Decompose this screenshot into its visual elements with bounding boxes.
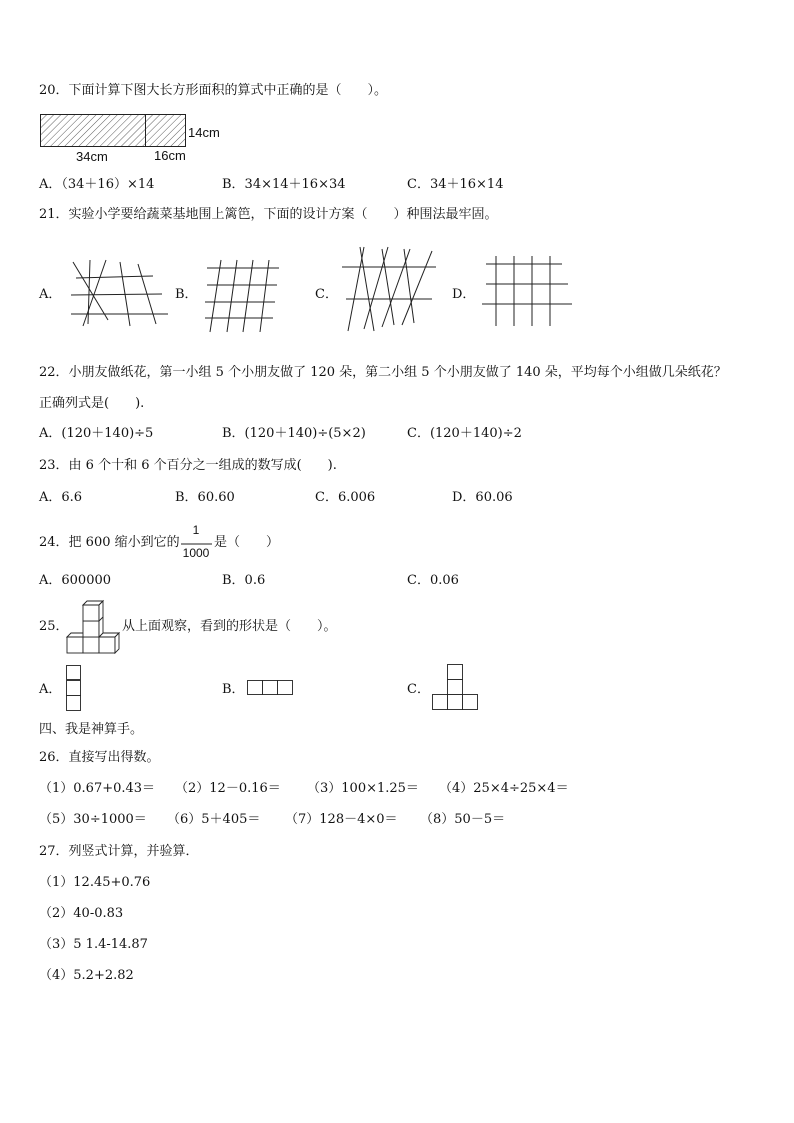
q20-left-width-label: 34cm xyxy=(76,149,108,164)
q24-option-a[interactable]: A．600000 xyxy=(39,573,112,588)
q25-option-b[interactable]: B． xyxy=(222,682,245,697)
q24-fraction-bar xyxy=(181,543,213,545)
q23-option-d[interactable]: D．60.06 xyxy=(452,490,513,505)
q20-rectangle-figure xyxy=(40,114,190,148)
q21-option-b[interactable]: B． xyxy=(175,287,198,302)
q24-fraction-numerator: 1 xyxy=(192,523,200,537)
q21-option-c[interactable]: C． xyxy=(315,287,338,302)
q21-fence-d-figure xyxy=(482,254,574,330)
q26-item-1: （1）0.67+0.43＝ xyxy=(39,781,156,796)
q27-item-4: （4）5.2+2.82 xyxy=(39,968,134,983)
q20-option-c[interactable]: C．34＋16×14 xyxy=(407,177,504,192)
q25-text: 从上面观察，看到的形状是（ ）。 xyxy=(122,619,337,634)
q23-option-b[interactable]: B．60.60 xyxy=(175,490,235,505)
q25-option-b-shape xyxy=(247,680,295,696)
q21-fence-c-figure xyxy=(342,245,437,335)
q26-text: 26．直接写出得数。 xyxy=(39,750,160,765)
q25-number: 25． xyxy=(39,619,69,634)
q27-item-2: （2）40-0.83 xyxy=(39,906,124,921)
q20-right-width-label: 16cm xyxy=(154,148,186,163)
q20-text: 20．下面计算下图大长方形面积的算式中正确的是（ ）。 xyxy=(39,83,388,98)
q22-option-b[interactable]: B．(120＋140)÷(5×2) xyxy=(222,426,366,441)
q27-item-1: （1）12.45+0.76 xyxy=(39,875,151,890)
q26-item-2: （2）12－0.16＝ xyxy=(175,781,281,796)
q23-text: 23．由 6 个十和 6 个百分之一组成的数写成( ). xyxy=(39,458,337,473)
q20-option-a[interactable]: A．（34＋16）×14 xyxy=(39,177,155,192)
q25-option-c[interactable]: C． xyxy=(407,682,430,697)
q24-option-c[interactable]: C．0.06 xyxy=(407,573,459,588)
q25-option-a-shape xyxy=(66,665,82,713)
q21-option-d[interactable]: D． xyxy=(452,287,476,302)
q26-item-5: （5）30÷1000＝ xyxy=(39,812,147,827)
q26-item-6: （6）5＋405＝ xyxy=(167,812,261,827)
q26-item-8: （8）50－5＝ xyxy=(420,812,506,827)
q24-text-before: 24．把 600 缩小到它的 xyxy=(39,535,180,550)
q25-cube-stack-figure xyxy=(66,602,124,654)
q20-height-label: 14cm xyxy=(188,125,220,140)
q23-option-a[interactable]: A．6.6 xyxy=(39,490,83,505)
q27-item-3: （3）5 1.4-14.87 xyxy=(39,937,148,952)
q25-option-a[interactable]: A． xyxy=(39,682,62,697)
section-4-title: 四、我是神算手。 xyxy=(39,722,144,737)
q22-option-c[interactable]: C．(120＋140)÷2 xyxy=(407,426,522,441)
q27-text: 27．列竖式计算，并验算． xyxy=(39,844,199,859)
q21-fence-b-figure xyxy=(205,258,285,334)
q24-text-after: 是（ ） xyxy=(214,535,280,550)
q26-item-3: （3）100×1.25＝ xyxy=(307,781,419,796)
q21-text: 21．实验小学要给蔬菜基地围上篱笆，下面的设计方案（ ）种围法最牢固。 xyxy=(39,207,498,222)
q26-item-7: （7）128－4×0＝ xyxy=(285,812,398,827)
q21-fence-a-figure xyxy=(68,258,173,330)
q24-fraction-denominator: 1000 xyxy=(182,546,210,560)
q23-option-c[interactable]: C．6.006 xyxy=(315,490,376,505)
q26-item-4: （4）25×4÷25×4＝ xyxy=(439,781,569,796)
q24-option-b[interactable]: B．0.6 xyxy=(222,573,266,588)
q22-text: 22．小朋友做纸花，第一小组 5 个小朋友做了 120 朵，第二小组 5 个小朋友做了 140 朵，平均每个小组做几朵纸花？ xyxy=(39,365,727,380)
q25-option-c-shape xyxy=(432,664,480,712)
q22-option-a[interactable]: A．(120＋140)÷5 xyxy=(39,426,154,441)
q20-option-b[interactable]: B．34×14＋16×34 xyxy=(222,177,346,192)
q21-option-a[interactable]: A． xyxy=(39,287,62,302)
q22-text-line2: 正确列式是( ). xyxy=(39,396,145,411)
